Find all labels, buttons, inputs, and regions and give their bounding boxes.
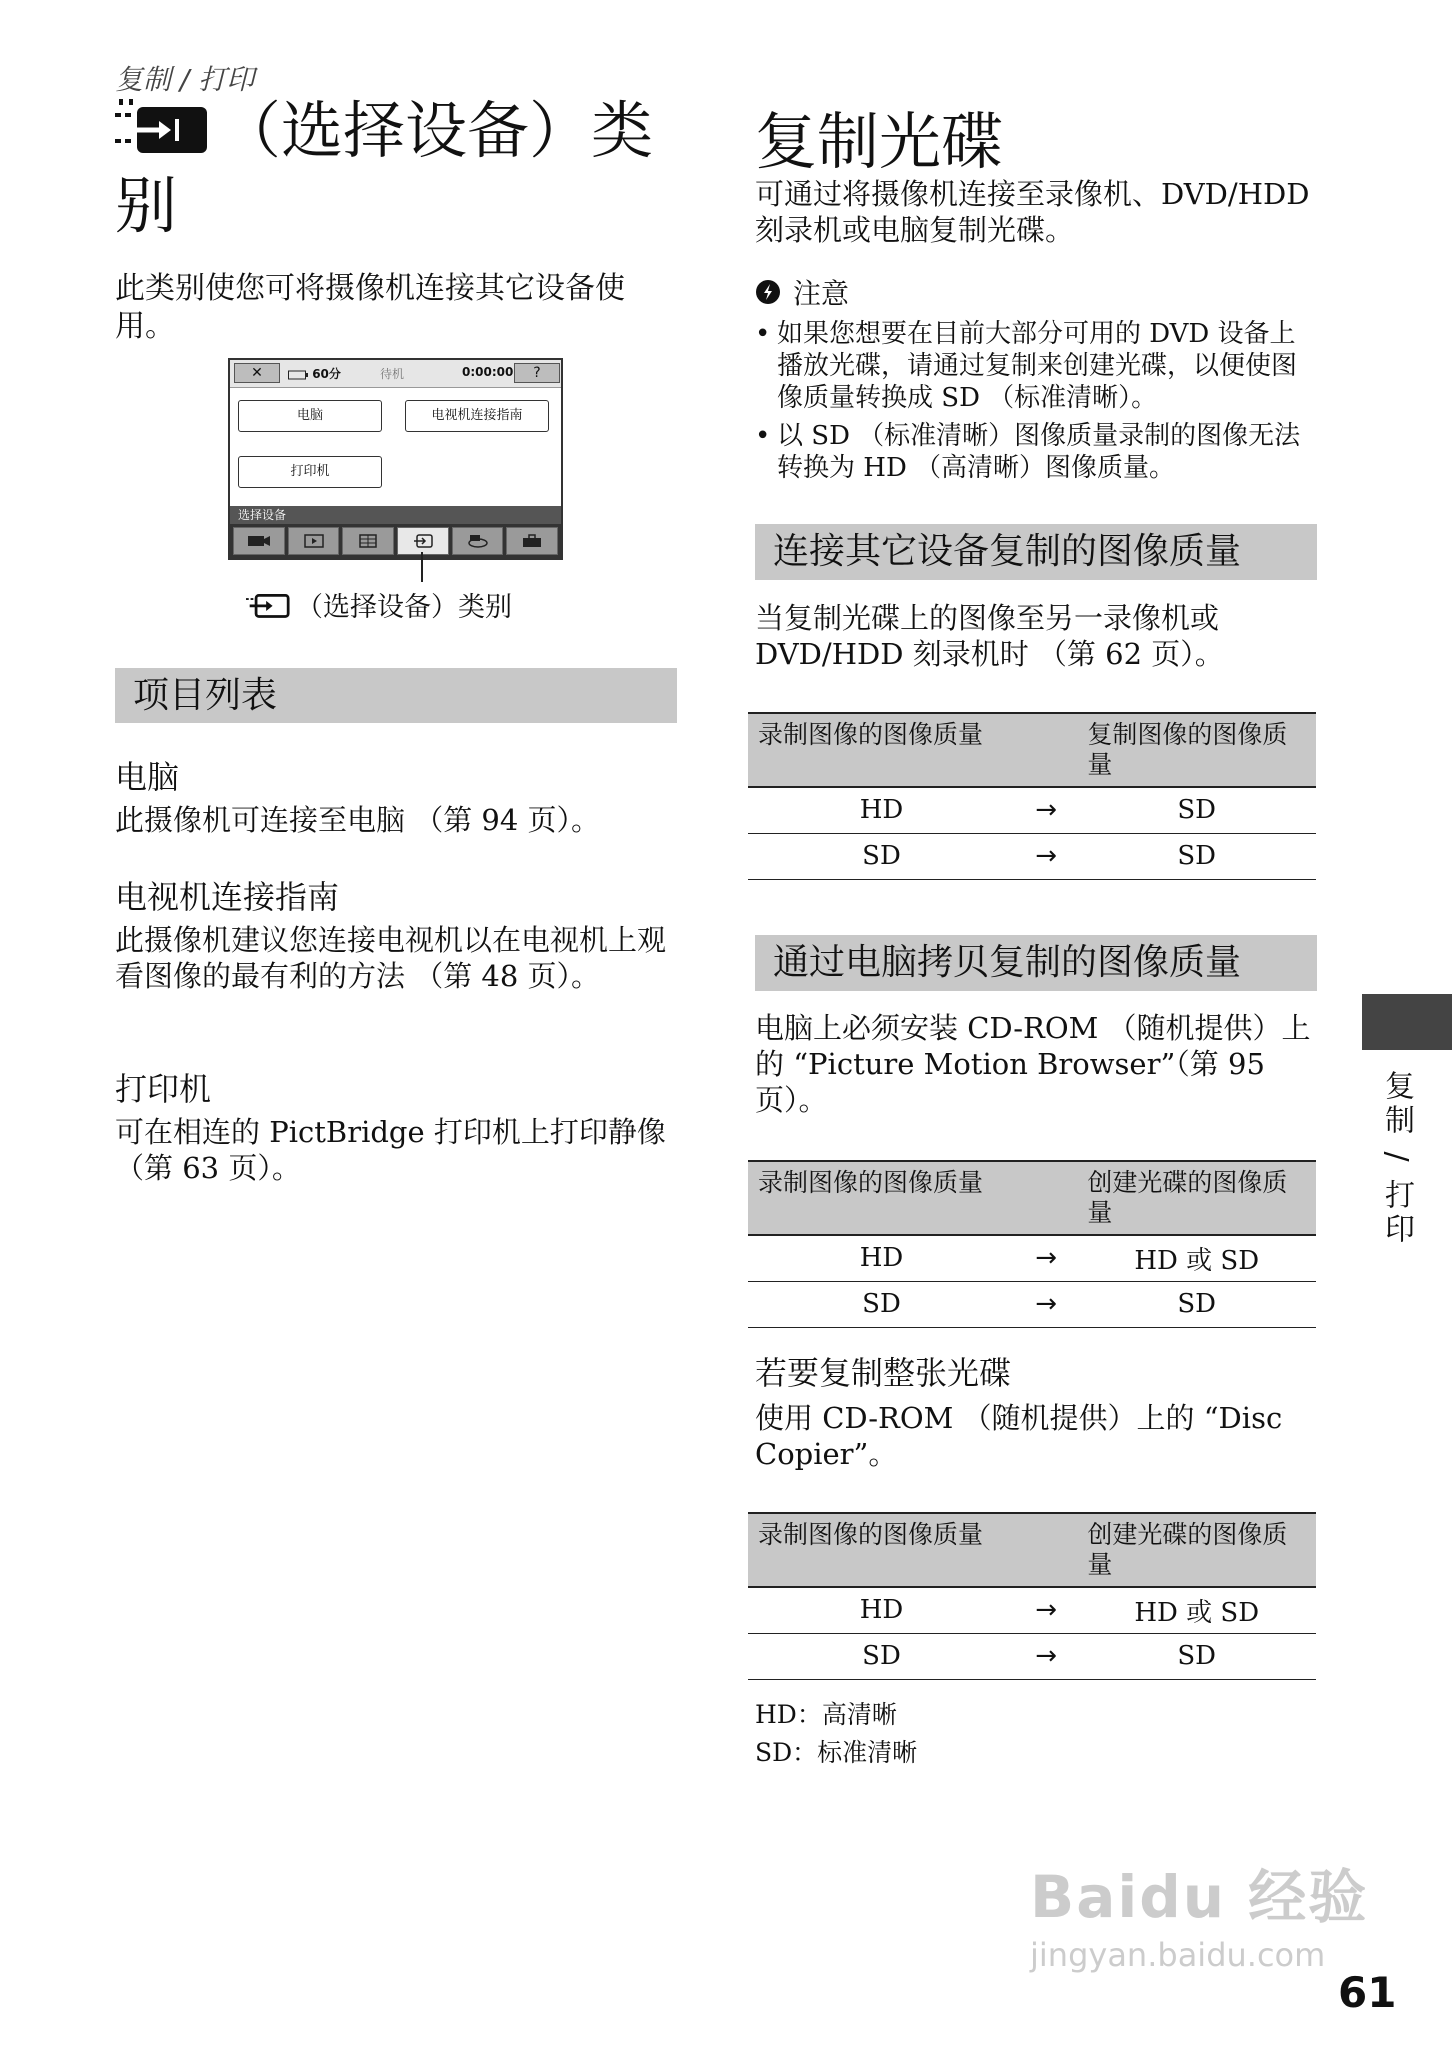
legend-hd: HD：高清晰 [755,1700,897,1729]
sec3-text: 使用 CD-ROM （随机提供）上的 “Disc Copier”。 [755,1401,1283,1471]
table-cell: HD [748,1235,1015,1281]
table-cell: SD [1077,1633,1316,1679]
camera-icon [247,534,271,548]
note-item: • 如果您想要在目前大部分可用的 DVD 设备上播放光碟，请通过复制来创建光碟，以便使图像质量转换成 SD （标准清晰）。 [755,318,1320,414]
sec2-table [748,1160,1316,1328]
item-computer-title: 电脑 [115,758,180,796]
grid-icon [359,534,377,548]
sec3-col1: 录制图像的图像质量 [748,1513,1015,1587]
legend-sd: SD：标准清晰 [755,1738,918,1767]
table-cell: HD [748,1587,1015,1633]
page-number: 61 [1338,1968,1397,2017]
close-button[interactable]: ✕ [234,363,280,383]
callout-line [421,552,423,582]
section-tag: 复制 / 打印 [115,63,255,96]
sec2-text: 电脑上必须安装 CD-ROM （随机提供）上的 “Picture Motion Browser”（第 95 页）。 [755,1011,1311,1117]
items-heading: 项目列表 [115,668,677,723]
help-button[interactable]: ? [514,363,560,383]
edit-tab[interactable] [452,527,504,555]
sec1-table [748,712,1316,880]
lcd-screen [228,358,563,560]
side-tab-marker [1362,994,1452,1050]
copy-disc-title: 复制光碟 [755,105,1004,178]
page-title-text: （选择设备）类别 [115,94,654,242]
table-cell: SD [1077,787,1316,833]
sec3-table [748,1512,1316,1680]
table-row [748,787,1316,833]
item-computer-text: 此摄像机可连接至电脑 （第 94 页）。 [115,803,601,837]
arrow-icon: → [1015,1633,1077,1679]
printer-button[interactable]: 打印机 [238,456,382,488]
sec1-col1: 录制图像的图像质量 [748,713,1015,787]
table-cell: HD [748,787,1015,833]
playback-tab[interactable] [288,527,340,555]
standby-status: 待机 [380,367,405,381]
sec3-col2: 创建光碟的图像质量 [1077,1513,1316,1587]
arrow-icon: → [1015,1587,1077,1633]
tv-connect-guide-button[interactable]: 电视机连接指南 [405,400,549,432]
note-heading [755,272,849,312]
manage-tab[interactable] [342,527,394,555]
category-tabs [230,524,561,558]
category-label: 选择设备 [230,506,561,524]
battery-value: 60分 [312,367,341,381]
table-cell: SD [748,833,1015,879]
table-cell: SD [748,1281,1015,1327]
camera-tab[interactable] [233,527,285,555]
play-icon [304,534,324,548]
computer-button[interactable]: 电脑 [238,400,382,432]
settings-tab[interactable] [506,527,558,555]
sec2-heading: 通过电脑拷贝复制的图像质量 [755,935,1317,991]
select-device-icon [115,99,211,171]
arrow-icon: → [1015,787,1077,833]
table-cell: SD [748,1633,1015,1679]
item-printer-text: 可在相连的 PictBridge 打印机上打印静像 （第 63 页）。 [115,1115,666,1185]
arrow-icon: → [1015,1235,1077,1281]
table-row [748,1633,1316,1679]
sec1-heading: 连接其它设备复制的图像质量 [755,524,1317,580]
side-tab-label: 复制 / 打印 [1379,1070,1414,1248]
time-counter: 0:00:00 [462,365,514,379]
watermark-url: jingyan.baidu.com [1030,1936,1326,1974]
table-row [748,1587,1316,1633]
copy-disc-intro: 可通过将摄像机连接至录像机、DVD/HDD 刻录机或电脑复制光碟。 [755,177,1310,247]
watermark-brand: Baidu 经验 [1030,1863,1369,1931]
sec1-col2: 复制图像的图像质量 [1077,713,1316,787]
table-cell: SD [1077,833,1316,879]
arrow-icon: → [1015,1281,1077,1327]
note-list [755,318,1320,490]
item-printer-title: 打印机 [115,1070,212,1108]
sec2-col1: 录制图像的图像质量 [748,1161,1015,1235]
lcd-status-bar [230,360,561,388]
table-row [748,1235,1316,1281]
callout-caption-text: （选择设备）类别 [296,592,512,623]
table-row [748,833,1316,879]
note-item: • 以 SD （标准清晰）图像质量录制的图像无法转换为 HD （高清晰）图像质量。 [755,420,1320,484]
intro-text: 此类别使您可将摄像机连接其它设备使用。 [115,271,625,344]
watermark [1030,1850,1368,1974]
toolbox-icon [522,534,542,548]
battery-indicator [288,365,341,382]
item-tv-guide-title: 电视机连接指南 [115,878,340,916]
select-device-icon [246,591,290,619]
sec2-col2: 创建光碟的图像质量 [1077,1161,1316,1235]
note-label: 注意 [793,277,850,310]
table-cell: SD [1077,1281,1316,1327]
battery-icon [288,370,308,380]
edit-icon [467,534,489,548]
arrow-icon: → [1015,833,1077,879]
table-cell: HD 或 SD [1077,1587,1316,1633]
table-cell: HD 或 SD [1077,1235,1316,1281]
callout-caption [246,585,512,624]
item-tv-guide-text: 此摄像机建议您连接电视机以在电视机上观看图像的最有利的方法 （第 48 页）。 [115,923,667,993]
sec1-text: 当复制光碟上的图像至另一录像机或 DVD/HDD 刻录机时 （第 62 页）。 [755,601,1224,671]
legend [755,1696,917,1772]
select-device-icon [413,534,433,548]
sec3-heading: 若要复制整张光碟 [755,1354,1012,1392]
caution-icon [755,279,781,305]
select-device-tab[interactable] [397,527,449,555]
table-row [748,1281,1316,1327]
page-title [115,96,675,241]
